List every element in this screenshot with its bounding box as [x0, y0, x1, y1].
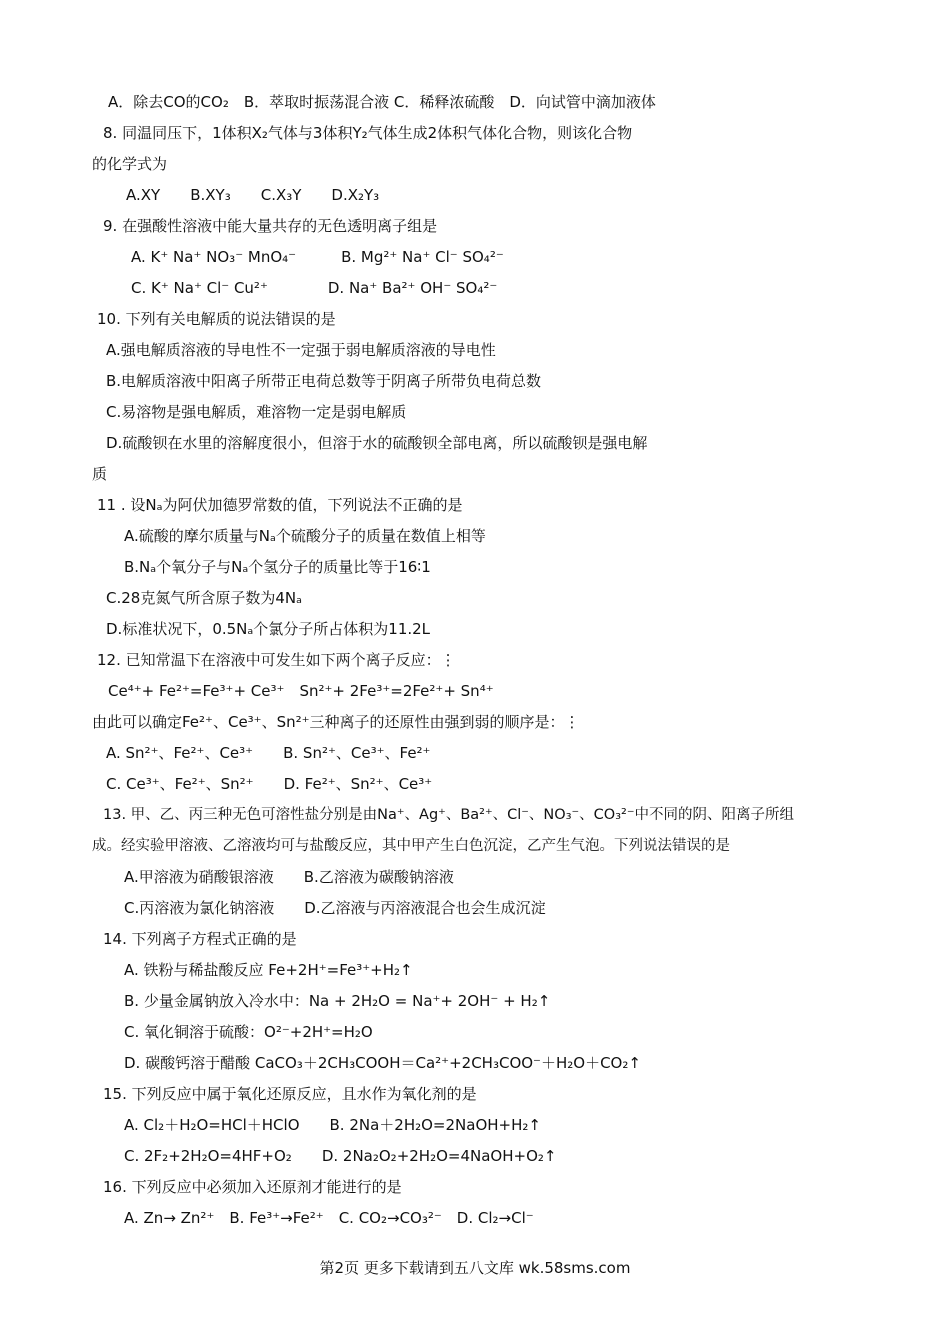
q7-options: A．除去CO的CO₂ B．萃取时振荡混合液 C．稀释浓硫酸 D．向试管中滴加液体 — [108, 93, 656, 111]
q8-stem-cont: 的化学式为 — [92, 155, 168, 173]
q11-option-c: C.28克氮气所含原子数为4Nₐ — [106, 589, 302, 607]
q14-option-a: A. 铁粉与稀盐酸反应 Fe+2H⁺=Fe³⁺+H₂↑ — [124, 961, 413, 979]
q9-stem: 9. 在强酸性溶液中能大量共存的无色透明离子组是 — [103, 217, 438, 235]
q8-stem: 8. 同温同压下，1体积X₂气体与3体积Y₂气体生成2体积气体化合物，则该化合物 — [103, 124, 633, 142]
q9-options-ab: A. K⁺ Na⁺ NO₃⁻ MnO₄⁻ B. Mg²⁺ Na⁺ Cl⁻ SO₄²⁻ — [131, 248, 504, 266]
q15-options-cd: C. 2F₂+2H₂O=4HF+O₂ D. 2Na₂O₂+2H₂O=4NaOH+O₂↑ — [124, 1147, 557, 1165]
q15-options-ab: A. Cl₂＋H₂O=HCl＋HClO B. 2Na＋2H₂O=2NaOH+H₂↑ — [124, 1116, 541, 1134]
q14-option-d: D. 碳酸钙溶于醋酸 CaCO₃＋2CH₃COOH＝Ca²⁺+2CH₃COO⁻＋H₂O＋CO₂↑ — [124, 1054, 641, 1072]
q9-options-cd: C. K⁺ Na⁺ Cl⁻ Cu²⁺ D. Na⁺ Ba²⁺ OH⁻ SO₄²⁻ — [131, 279, 498, 297]
q12-question: 由此可以确定Fe²⁺、Ce³⁺、Sn²⁺三种离子的还原性由强到弱的顺序是：⋮ — [92, 713, 580, 731]
q10-stem: 10. 下列有关电解质的说法错误的是 — [97, 310, 336, 328]
q16-options: A. Zn→ Zn²⁺ B. Fe³⁺→Fe²⁺ C. CO₂→CO₃²⁻ D. Cl₂→Cl⁻ — [124, 1209, 534, 1227]
q15-stem: 15. 下列反应中属于氧化还原反应，且水作为氧化剂的是 — [103, 1085, 477, 1103]
q11-stem: 11 . 设Nₐ为阿伏加德罗常数的值，下列说法不正确的是 — [97, 496, 463, 514]
q12-options-ab: A. Sn²⁺、Fe²⁺、Ce³⁺ B. Sn²⁺、Ce³⁺、Fe²⁺ — [106, 744, 431, 762]
q12-reactions: Ce⁴⁺+ Fe²⁺=Fe³⁺+ Ce³⁺ Sn²⁺+ 2Fe³⁺=2Fe²⁺+ Sn⁴⁺ — [108, 682, 494, 700]
q8-options: A.XY B.XY₃ C.X₃Y D.X₂Y₃ — [126, 186, 380, 204]
q10-option-d-cont: 质 — [92, 465, 108, 483]
q13-options-cd: C.丙溶液为氯化钠溶液 D.乙溶液与丙溶液混合也会生成沉淀 — [124, 899, 546, 917]
q16-stem: 16. 下列反应中必须加入还原剂才能进行的是 — [103, 1178, 402, 1196]
q10-option-a: A.强电解质溶液的导电性不一定强于弱电解质溶液的导电性 — [106, 341, 496, 359]
q11-option-a: A.硫酸的摩尔质量与Nₐ个硫酸分子的质量在数值上相等 — [124, 527, 486, 545]
q12-stem: 12. 已知常温下在溶液中可发生如下两个离子反应：⋮ — [97, 651, 456, 669]
q14-option-b: B. 少量金属钠放入冷水中：Na + 2H₂O = Na⁺+ 2OH⁻ + H₂↑ — [124, 992, 551, 1010]
q10-option-b: B.电解质溶液中阳离子所带正电荷总数等于阴离子所带负电荷总数 — [106, 372, 542, 390]
q11-option-d: D.标准状况下，0.5Nₐ个氯分子所占体积为11.2L — [106, 620, 431, 638]
q14-stem: 14. 下列离子方程式正确的是 — [103, 930, 297, 948]
q13-stem: 13. 甲、乙、丙三种无色可溶性盐分别是由Na⁺、Ag⁺、Ba²⁺、Cl⁻、NO₃⁻、CO₃²⁻中不同的阴、阳离子所组 — [103, 807, 794, 823]
q14-option-c: C. 氧化铜溶于硫酸：O²⁻+2H⁺=H₂O — [124, 1023, 373, 1041]
q11-option-b: B.Nₐ个氧分子与Nₐ个氢分子的质量比等于16∶1 — [124, 558, 431, 576]
q13-stem-cont: 成。经实验甲溶液、乙溶液均可与盐酸反应，其中甲产生白色沉淀，乙产生气泡。下列说法错误的是 — [92, 838, 730, 854]
q13-options-ab: A.甲溶液为硝酸银溶液 B.乙溶液为碳酸钠溶液 — [124, 868, 454, 886]
page-footer: 第2页 更多下载请到五八文库 wk.58sms.com — [319, 1259, 631, 1277]
q10-option-c: C.易溶物是强电解质，难溶物一定是弱电解质 — [106, 403, 407, 421]
q10-option-d: D.硫酸钡在水里的溶解度很小，但溶于水的硫酸钡全部电离，所以硫酸钡是强电解 — [106, 434, 648, 452]
q12-options-cd: C. Ce³⁺、Fe²⁺、Sn²⁺ D. Fe²⁺、Sn²⁺、Ce³⁺ — [106, 775, 433, 793]
